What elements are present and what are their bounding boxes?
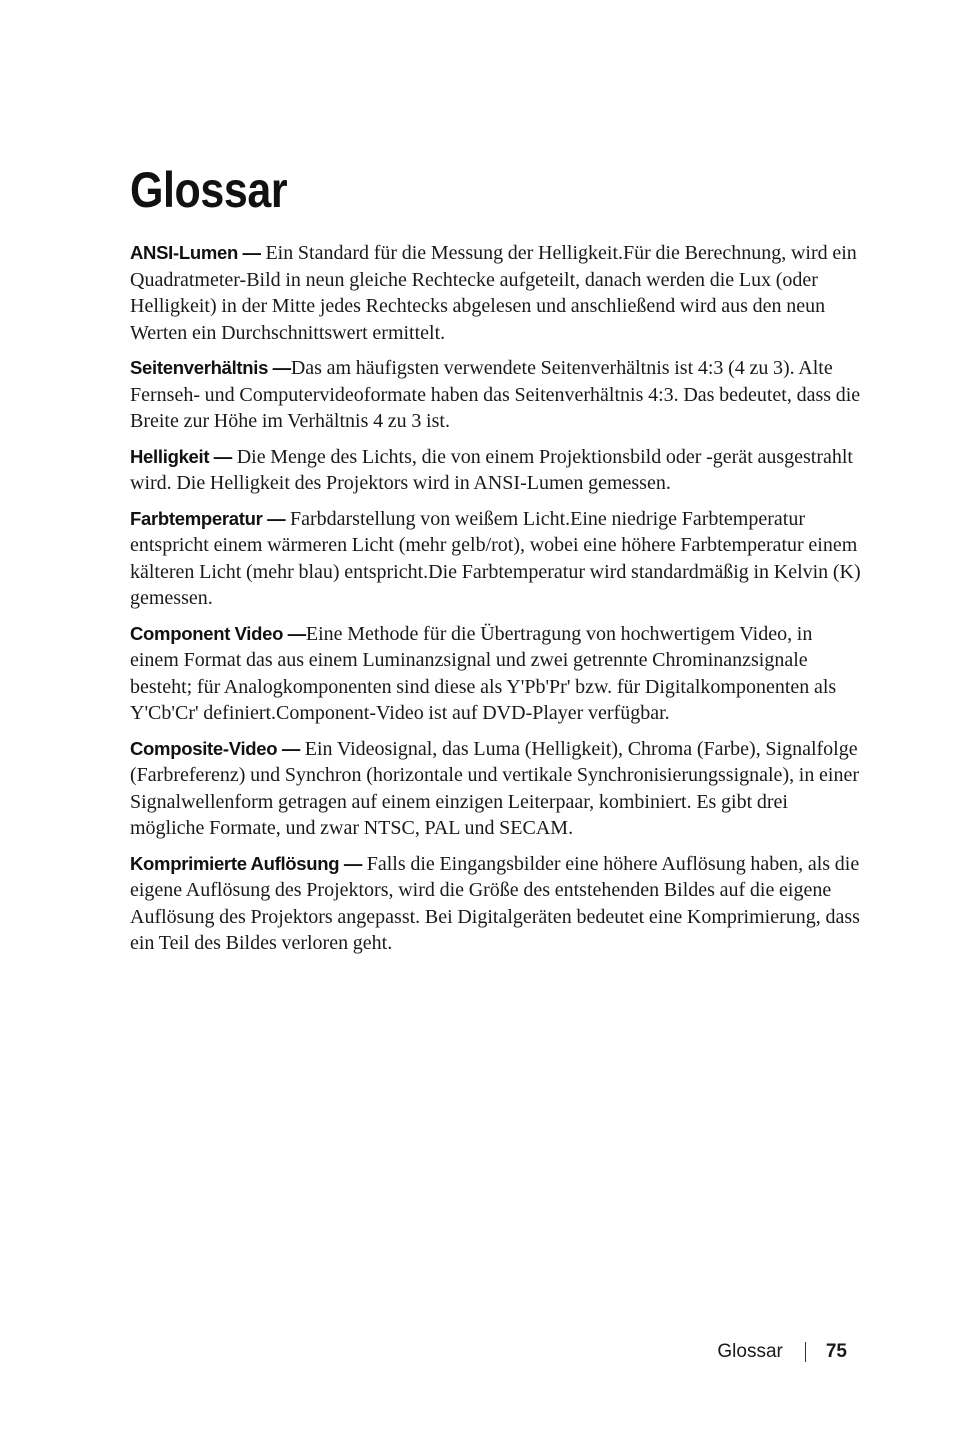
page-footer <box>717 1339 847 1365</box>
footer-divider <box>805 1342 806 1362</box>
glossary-entry-helligkeit <box>130 444 865 497</box>
glossary-definition: Ein Standard für die Messung der Helligkeit.Für die Berechnung, wird ein Quadratmeter-Bild in neun gleiche Rechtecke aufgeteilt, danach werden die Lux (oder Helligkeit) in der Mitte jedes Rechtecks abgelesen und anschließend wird aus den neun Werten ein Durchschnittswert ermittelt. <box>130 242 857 344</box>
glossary-entry-farbtemperatur <box>130 506 865 612</box>
glossary-term: Seitenverhältnis — <box>130 357 291 378</box>
glossary-entry-composite-video <box>130 736 865 842</box>
glossary-entry-komprimierte-aufloesung <box>130 851 865 957</box>
glossary-entry-seitenverhaeltnis <box>130 355 865 435</box>
glossary-definition: Falls die Eingangsbilder eine höhere Auflösung haben, als die eigene Auflösung des Projektors, wird die Größe des entstehenden Bildes auf die eigene Auflösung des Projektors angepasst. Bei Digitalgeräten bedeutet eine Komprimierung, dass ein Teil des Bildes verloren geht. <box>130 852 860 954</box>
page-title: Glossar <box>130 162 288 218</box>
glossary-definition: Farbdarstellung von weißem Licht.Eine niedrige Farbtemperatur entspricht einem wärmeren Licht (mehr gelb/rot), wobei eine höhere Farbtemperatur einem kälteren Licht (mehr blau) entspricht.Die Farbtemperatur wird standardmäßig in Kelvin (K) gemessen. <box>130 507 861 609</box>
glossary-term: ANSI-Lumen — <box>130 242 261 263</box>
glossary-term: Farbtemperatur — <box>130 507 286 529</box>
glossary-definition: Eine Methode für die Übertragung von hochwertigem Video, in einem Format das aus einem Luminanzsignal und zwei getrennte Chrominanzsignale besteht; für Analogkomponenten sind diese als Y'Pb'Pr' bzw. für Digitalkomponenten als Y'Cb'Cr' definiert.Component-Video ist auf DVD-Player verfügbar. <box>130 622 837 724</box>
glossary-list <box>130 240 865 966</box>
glossary-term: Component Video — <box>130 622 306 644</box>
glossary-term: Composite-Video — <box>130 737 301 759</box>
glossary-term: Komprimierte Auflösung — <box>130 852 363 874</box>
page-number: 75 <box>825 1341 847 1362</box>
glossary-definition: Das am häufigsten verwendete Seitenverhältnis ist 4:3 (4 zu 3). Alte Fernseh- und Computervideoformate haben das Seitenverhältnis 4:3. Das bedeutet, dass die Breite zur Höhe im Verhältnis 4 zu 3 ist. <box>130 357 861 432</box>
glossary-term: Helligkeit — <box>130 445 232 467</box>
glossary-entry-component-video <box>130 621 865 727</box>
glossary-entry-ansi-lumen <box>130 240 865 346</box>
glossary-definition: Die Menge des Lichts, die von einem Projektionsbild oder -gerät ausgestrahlt wird. Die Helligkeit des Projektors wird in ANSI-Lumen gemessen. <box>130 445 853 494</box>
footer-section-title: Glossar <box>717 1341 783 1362</box>
glossary-definition: Ein Videosignal, das Luma (Helligkeit), Chroma (Farbe), Signalfolge (Farbreferenz) und Synchron (horizontale und vertikale Synchronisierungssignale), in einer Signalwellenform getragen auf einem einzigen Leiterpaar, kombiniert. Es gibt drei mögliche Formate, und zwar NTSC, PAL und SECAM. <box>130 737 860 839</box>
